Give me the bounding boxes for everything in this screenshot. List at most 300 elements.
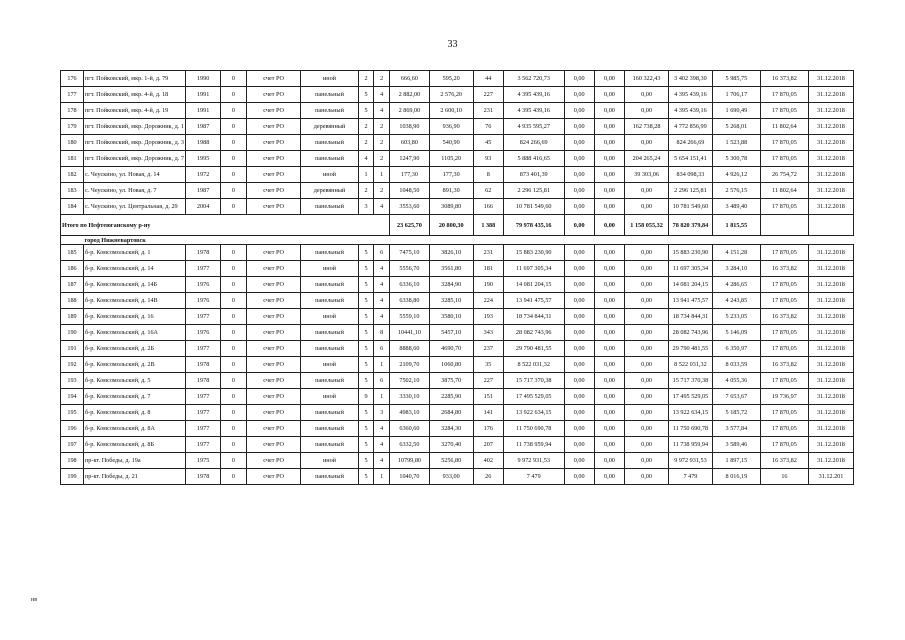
fund-3: 0,00 — [625, 199, 669, 215]
residential-area: 933,00 — [429, 469, 473, 485]
fund-1: 0,00 — [564, 389, 594, 405]
floors: 2 — [358, 135, 374, 151]
entrances: 3 — [374, 405, 390, 421]
total-area: 5556,70 — [390, 261, 430, 277]
fund-2: 0,00 — [594, 469, 624, 485]
fund-1: 0,00 — [564, 261, 594, 277]
fund-4: 7 479 — [668, 469, 712, 485]
fund-1: 0,00 — [564, 87, 594, 103]
zero-col: 0 — [220, 325, 246, 341]
specific-cost: 3 577,84 — [712, 421, 760, 437]
entrances: 4 — [374, 261, 390, 277]
floors: 5 — [358, 437, 374, 453]
build-year: 1995 — [186, 151, 220, 167]
residents: 141 — [473, 405, 503, 421]
fund-2: 0,00 — [594, 135, 624, 151]
total-cost: 824 266,69 — [503, 135, 564, 151]
total-area: 5559,10 — [390, 309, 430, 325]
cost-limit: 17 870,05 — [760, 103, 808, 119]
address: б-р. Комсомольский, д. 8Б — [83, 437, 185, 453]
cost-limit: 17 870,05 — [760, 341, 808, 357]
deadline-date: 31.12.2018 — [808, 309, 853, 325]
fund-type: счет РО — [246, 357, 300, 373]
fund-4: 13 941 475,57 — [668, 293, 712, 309]
fund-4: 11 738 959,94 — [668, 437, 712, 453]
fund-3: 160 322,43 — [625, 71, 669, 87]
total-area: 603,80 — [390, 135, 430, 151]
residents: 151 — [473, 389, 503, 405]
fund-2: 0,00 — [594, 293, 624, 309]
specific-cost: 2 576,15 — [712, 183, 760, 199]
fund-4: 4 395 439,16 — [668, 87, 712, 103]
fund-3: 0,00 — [625, 277, 669, 293]
build-year: 1977 — [186, 309, 220, 325]
floors: 5 — [358, 309, 374, 325]
fund-1: 0,00 — [564, 309, 594, 325]
fund-4: 10 781 549,60 — [668, 199, 712, 215]
table-row — [61, 119, 854, 135]
build-year: 1987 — [186, 119, 220, 135]
total-area: 1048,50 — [390, 183, 430, 199]
fund-4: 4 772 856,99 — [668, 119, 712, 135]
floors: 2 — [358, 119, 374, 135]
build-year: 1977 — [186, 421, 220, 437]
cost-limit: 11 802,64 — [760, 119, 808, 135]
deadline-date: 31.12.2018 — [808, 199, 853, 215]
fund-2: 0,00 — [594, 245, 624, 261]
residents: 44 — [473, 71, 503, 87]
fund-3: 0,00 — [625, 261, 669, 277]
address: б-р. Комсомольский, д. 7 — [83, 389, 185, 405]
total-area: 177,30 — [390, 167, 430, 183]
zero-col: 0 — [220, 373, 246, 389]
table-row — [61, 245, 854, 261]
deadline-date: 31.12.2018 — [808, 437, 853, 453]
floors: 5 — [358, 103, 374, 119]
fund-3: 0,00 — [625, 309, 669, 325]
table-row — [61, 167, 854, 183]
fund-type: счет РО — [246, 437, 300, 453]
build-year: 1988 — [186, 135, 220, 151]
total-cost: 15 883 230,90 — [503, 245, 564, 261]
floors: 2 — [358, 71, 374, 87]
total-cost: 11 750 690,78 — [503, 421, 564, 437]
zero-col: 0 — [220, 341, 246, 357]
address: пгт. Пойковский, мкр. 4-й, д. 19 — [83, 103, 185, 119]
residential-area: 891,30 — [429, 183, 473, 199]
entrances: 6 — [374, 341, 390, 357]
fund-4: 28 082 743,96 — [668, 325, 712, 341]
total-fund-1: 0,00 — [564, 215, 594, 236]
table-row — [61, 183, 854, 199]
deadline-date: 31.12.2018 — [808, 421, 853, 437]
total-cost: 13 922 634,15 — [503, 405, 564, 421]
floors: 1 — [358, 167, 374, 183]
build-year: 1975 — [186, 453, 220, 469]
fund-2: 0,00 — [594, 277, 624, 293]
table-row — [61, 87, 854, 103]
total-cost: 5 888 416,65 — [503, 151, 564, 167]
residential-area: 2684,80 — [429, 405, 473, 421]
address: б-р. Комсомольский, д. 1 — [83, 245, 185, 261]
specific-cost: 4 151,28 — [712, 245, 760, 261]
floors: 5 — [358, 341, 374, 357]
specific-cost: 1 523,88 — [712, 135, 760, 151]
residents: 193 — [473, 309, 503, 325]
fund-3: 0,00 — [625, 341, 669, 357]
residents: 45 — [473, 135, 503, 151]
fund-3: 0,00 — [625, 405, 669, 421]
zero-col: 0 — [220, 421, 246, 437]
row-number: 183 — [61, 183, 84, 199]
fund-2: 0,00 — [594, 405, 624, 421]
total-area: 666,60 — [390, 71, 430, 87]
row-number: 185 — [61, 245, 84, 261]
specific-cost: 1 690,49 — [712, 103, 760, 119]
row-number: 189 — [61, 309, 84, 325]
fund-2: 0,00 — [594, 373, 624, 389]
fund-3: 0,00 — [625, 325, 669, 341]
residential-area: 2285,90 — [429, 389, 473, 405]
fund-1: 0,00 — [564, 341, 594, 357]
fund-1: 0,00 — [564, 245, 594, 261]
floors: 5 — [358, 325, 374, 341]
table-row — [61, 277, 854, 293]
fund-4: 13 922 634,15 — [668, 405, 712, 421]
zero-col: 0 — [220, 245, 246, 261]
row-number: 186 — [61, 261, 84, 277]
residential-area: 3826,10 — [429, 245, 473, 261]
cost-limit: 17 870,05 — [760, 293, 808, 309]
row-number: 181 — [61, 151, 84, 167]
cost-limit: 17 870,05 — [760, 437, 808, 453]
total-cost: 79 978 435,16 — [503, 215, 564, 236]
address: пр-кт. Победы, д. 21 — [83, 469, 185, 485]
total-area: 6338,80 — [390, 293, 430, 309]
wall-material: деревянный — [301, 183, 358, 199]
build-year: 1978 — [186, 357, 220, 373]
row-number: 194 — [61, 389, 84, 405]
deadline-date: 31.12.2018 — [808, 245, 853, 261]
fund-4: 8 522 031,32 — [668, 357, 712, 373]
total-area: 3330,10 — [390, 389, 430, 405]
fund-4: 834 098,33 — [668, 167, 712, 183]
total-cost: 18 734 844,31 — [503, 309, 564, 325]
fund-type: счет РО — [246, 325, 300, 341]
address: с. Чеускино, ул. Центральная, д. 29 — [83, 199, 185, 215]
fund-1: 0,00 — [564, 325, 594, 341]
fund-2: 0,00 — [594, 119, 624, 135]
fund-type: счет РО — [246, 309, 300, 325]
deadline-date: 31.12.2018 — [808, 277, 853, 293]
cost-limit: 17 870,05 — [760, 199, 808, 215]
build-year: 1991 — [186, 87, 220, 103]
residential-area: 1105,20 — [429, 151, 473, 167]
residential-area: 3284,30 — [429, 421, 473, 437]
deadline-date: 31.12.2018 — [808, 167, 853, 183]
build-year: 1977 — [186, 405, 220, 421]
row-number: 178 — [61, 103, 84, 119]
deadline-date: 31.12.2018 — [808, 405, 853, 421]
deadline-date: 31.12.2018 — [808, 87, 853, 103]
total-area: 4983,10 — [390, 405, 430, 421]
address: б-р. Комсомольский, д. 16 — [83, 309, 185, 325]
fund-4: 824 266,69 — [668, 135, 712, 151]
residential-area: 3875,70 — [429, 373, 473, 389]
wall-material: иной — [301, 453, 358, 469]
wall-material: деревянный — [301, 119, 358, 135]
build-year: 1976 — [186, 293, 220, 309]
total-cost: 4 395 439,16 — [503, 87, 564, 103]
wall-material: панельный — [301, 293, 358, 309]
fund-1: 0,00 — [564, 373, 594, 389]
fund-2: 0,00 — [594, 389, 624, 405]
zero-col: 0 — [220, 261, 246, 277]
cost-limit: 16 373,82 — [760, 261, 808, 277]
cost-limit: 17 870,05 — [760, 325, 808, 341]
total-cost: 17 495 529,05 — [503, 389, 564, 405]
deadline-date: 31.12.201 — [808, 469, 853, 485]
total-cost: 873 401,39 — [503, 167, 564, 183]
total-area: 10799,80 — [390, 453, 430, 469]
wall-material: панельный — [301, 245, 358, 261]
residents: 190 — [473, 277, 503, 293]
row-number: 177 — [61, 87, 84, 103]
floors: 5 — [358, 357, 374, 373]
address: пгт. Пойковский, мкр. Дорожник, д. 7 — [83, 151, 185, 167]
row-number: 193 — [61, 373, 84, 389]
cost-limit: 16 373,82 — [760, 71, 808, 87]
address: б-р. Комсомольский, д. 16А — [83, 325, 185, 341]
fund-1: 0,00 — [564, 293, 594, 309]
wall-material: панельный — [301, 421, 358, 437]
zero-col: 0 — [220, 151, 246, 167]
cost-limit: 17 870,05 — [760, 245, 808, 261]
fund-type: счет РО — [246, 405, 300, 421]
fund-1: 0,00 — [564, 71, 594, 87]
residents: 62 — [473, 183, 503, 199]
deadline-date: 31.12.2018 — [808, 135, 853, 151]
total-cost: 11 697 305,34 — [503, 261, 564, 277]
total-label: Итого по Нефтеюганскому р-ну — [61, 215, 390, 236]
entrances: 4 — [374, 421, 390, 437]
fund-3: 0,00 — [625, 245, 669, 261]
entrances: 1 — [374, 469, 390, 485]
residents: 176 — [473, 421, 503, 437]
specific-cost: 3 284,10 — [712, 261, 760, 277]
total-cost: 29 790 481,55 — [503, 341, 564, 357]
table-row — [61, 103, 854, 119]
row-number: 196 — [61, 421, 84, 437]
total-area: 6336,10 — [390, 277, 430, 293]
residents: 231 — [473, 103, 503, 119]
row-number: 199 — [61, 469, 84, 485]
footer-mark: нв — [31, 597, 38, 603]
cost-limit: 17 870,05 — [760, 151, 808, 167]
table-row — [61, 325, 854, 341]
total-cost: 14 081 204,15 — [503, 277, 564, 293]
address: пгт. Пойковский, мкр. Дорожник, д. 3 — [83, 135, 185, 151]
wall-material: панельный — [301, 341, 358, 357]
table-row — [61, 421, 854, 437]
row-number: 190 — [61, 325, 84, 341]
fund-type: счет РО — [246, 87, 300, 103]
fund-type: счет РО — [246, 341, 300, 357]
total-area: 7475,10 — [390, 245, 430, 261]
address: б-р. Комсомольский, д. 14В — [83, 293, 185, 309]
specific-cost: 5 146,09 — [712, 325, 760, 341]
residents: 26 — [473, 469, 503, 485]
wall-material: иной — [301, 357, 358, 373]
zero-col: 0 — [220, 135, 246, 151]
fund-4: 2 296 125,81 — [668, 183, 712, 199]
district-total-row — [61, 215, 854, 236]
cost-limit: 17 870,05 — [760, 277, 808, 293]
residential-area: 5256,80 — [429, 453, 473, 469]
fund-2: 0,00 — [594, 325, 624, 341]
entrances: 2 — [374, 135, 390, 151]
fund-2: 0,00 — [594, 199, 624, 215]
deadline-date: 31.12.2018 — [808, 341, 853, 357]
address: б-р. Комсомольский, д. 2Б — [83, 341, 185, 357]
address: пгт. Пойковский, мкр. 1-й, д. 79 — [83, 71, 185, 87]
fund-2: 0,00 — [594, 183, 624, 199]
floors: 9 — [358, 389, 374, 405]
build-year: 1977 — [186, 389, 220, 405]
specific-cost: 5 268,01 — [712, 119, 760, 135]
fund-3: 162 738,28 — [625, 119, 669, 135]
fund-2: 0,00 — [594, 71, 624, 87]
city-header-row — [61, 236, 854, 245]
build-year: 1991 — [186, 103, 220, 119]
zero-col: 0 — [220, 277, 246, 293]
specific-cost: 8 033,59 — [712, 357, 760, 373]
table-row — [61, 199, 854, 215]
total-area: 6360,60 — [390, 421, 430, 437]
fund-2: 0,00 — [594, 453, 624, 469]
table-row — [61, 151, 854, 167]
build-year: 1990 — [186, 71, 220, 87]
total-fund-4: 78 820 379,84 — [668, 215, 712, 236]
fund-2: 0,00 — [594, 87, 624, 103]
total-cost: 4 935 595,27 — [503, 119, 564, 135]
fund-1: 0,00 — [564, 151, 594, 167]
deadline-date: 31.12.2018 — [808, 357, 853, 373]
address: б-р. Комсомольский, д. 14 — [83, 261, 185, 277]
floors: 5 — [358, 277, 374, 293]
residents: 207 — [473, 437, 503, 453]
fund-type: счет РО — [246, 373, 300, 389]
cost-limit: 17 870,05 — [760, 135, 808, 151]
build-year: 1978 — [186, 373, 220, 389]
fund-2: 0,00 — [594, 261, 624, 277]
table-row — [61, 357, 854, 373]
residents: 224 — [473, 293, 503, 309]
entrances: 4 — [374, 199, 390, 215]
city-header: город Нижневартовск — [83, 236, 853, 245]
fund-4: 17 495 529,05 — [668, 389, 712, 405]
total-cost: 9 972 931,53 — [503, 453, 564, 469]
build-year: 1978 — [186, 245, 220, 261]
zero-col: 0 — [220, 167, 246, 183]
fund-3: 0,00 — [625, 357, 669, 373]
total-cost: 28 082 743,96 — [503, 325, 564, 341]
total-area: 1247,90 — [390, 151, 430, 167]
total-cost: 2 296 125,81 — [503, 183, 564, 199]
residential-area: 4690,70 — [429, 341, 473, 357]
residents: 93 — [473, 151, 503, 167]
total-area: 10441,10 — [390, 325, 430, 341]
deadline-date: 31.12.2018 — [808, 151, 853, 167]
address: б-р. Комсомольский, д. 8А — [83, 421, 185, 437]
wall-material: панельный — [301, 151, 358, 167]
total-area: 1040,70 — [390, 469, 430, 485]
residential-area: 2 600,10 — [429, 103, 473, 119]
wall-material: иной — [301, 309, 358, 325]
row-number: 198 — [61, 453, 84, 469]
total-cost: 11 738 959,94 — [503, 437, 564, 453]
specific-cost: 7 653,67 — [712, 389, 760, 405]
build-year: 1977 — [186, 261, 220, 277]
fund-2: 0,00 — [594, 167, 624, 183]
zero-col: 0 — [220, 309, 246, 325]
residents: 227 — [473, 373, 503, 389]
residential-area: 3580,10 — [429, 309, 473, 325]
fund-4: 15 717 370,38 — [668, 373, 712, 389]
build-year: 1987 — [186, 183, 220, 199]
cost-limit: 16 373,82 — [760, 453, 808, 469]
fund-3: 0,00 — [625, 103, 669, 119]
floors: 5 — [358, 453, 374, 469]
cost-limit: 17 870,05 — [760, 421, 808, 437]
fund-2: 0,00 — [594, 421, 624, 437]
build-year: 1976 — [186, 325, 220, 341]
entrances: 1 — [374, 167, 390, 183]
cost-limit: 17 870,05 — [760, 87, 808, 103]
fund-type: счет РО — [246, 183, 300, 199]
row-number: 188 — [61, 293, 84, 309]
fund-type: счет РО — [246, 151, 300, 167]
cost-limit: 16 373,82 — [760, 309, 808, 325]
total-fund-3: 1 158 055,32 — [625, 215, 669, 236]
build-year: 1977 — [186, 437, 220, 453]
total-area: 2 869,00 — [390, 103, 430, 119]
fund-type: счет РО — [246, 167, 300, 183]
zero-col: 0 — [220, 469, 246, 485]
fund-type: счет РО — [246, 119, 300, 135]
total-cost: 10 781 549,60 — [503, 199, 564, 215]
table-row — [61, 373, 854, 389]
total-cost: 3 562 720,73 — [503, 71, 564, 87]
entrances: 2 — [374, 71, 390, 87]
specific-cost: 1 706,17 — [712, 87, 760, 103]
zero-col: 0 — [220, 103, 246, 119]
zero-col: 0 — [220, 87, 246, 103]
residential-area: 3285,10 — [429, 293, 473, 309]
specific-cost: 1 897,15 — [712, 453, 760, 469]
fund-type: счет РО — [246, 135, 300, 151]
total-area: 2109,70 — [390, 357, 430, 373]
fund-4: 9 972 931,53 — [668, 453, 712, 469]
table-row — [61, 309, 854, 325]
wall-material: панельный — [301, 199, 358, 215]
cost-limit: 11 802,64 — [760, 183, 808, 199]
fund-1: 0,00 — [564, 277, 594, 293]
residential-area: 595,20 — [429, 71, 473, 87]
total-area-residential: 20 800,30 — [429, 215, 473, 236]
cost-limit: 19 736,97 — [760, 389, 808, 405]
total-area: 6332,50 — [390, 437, 430, 453]
